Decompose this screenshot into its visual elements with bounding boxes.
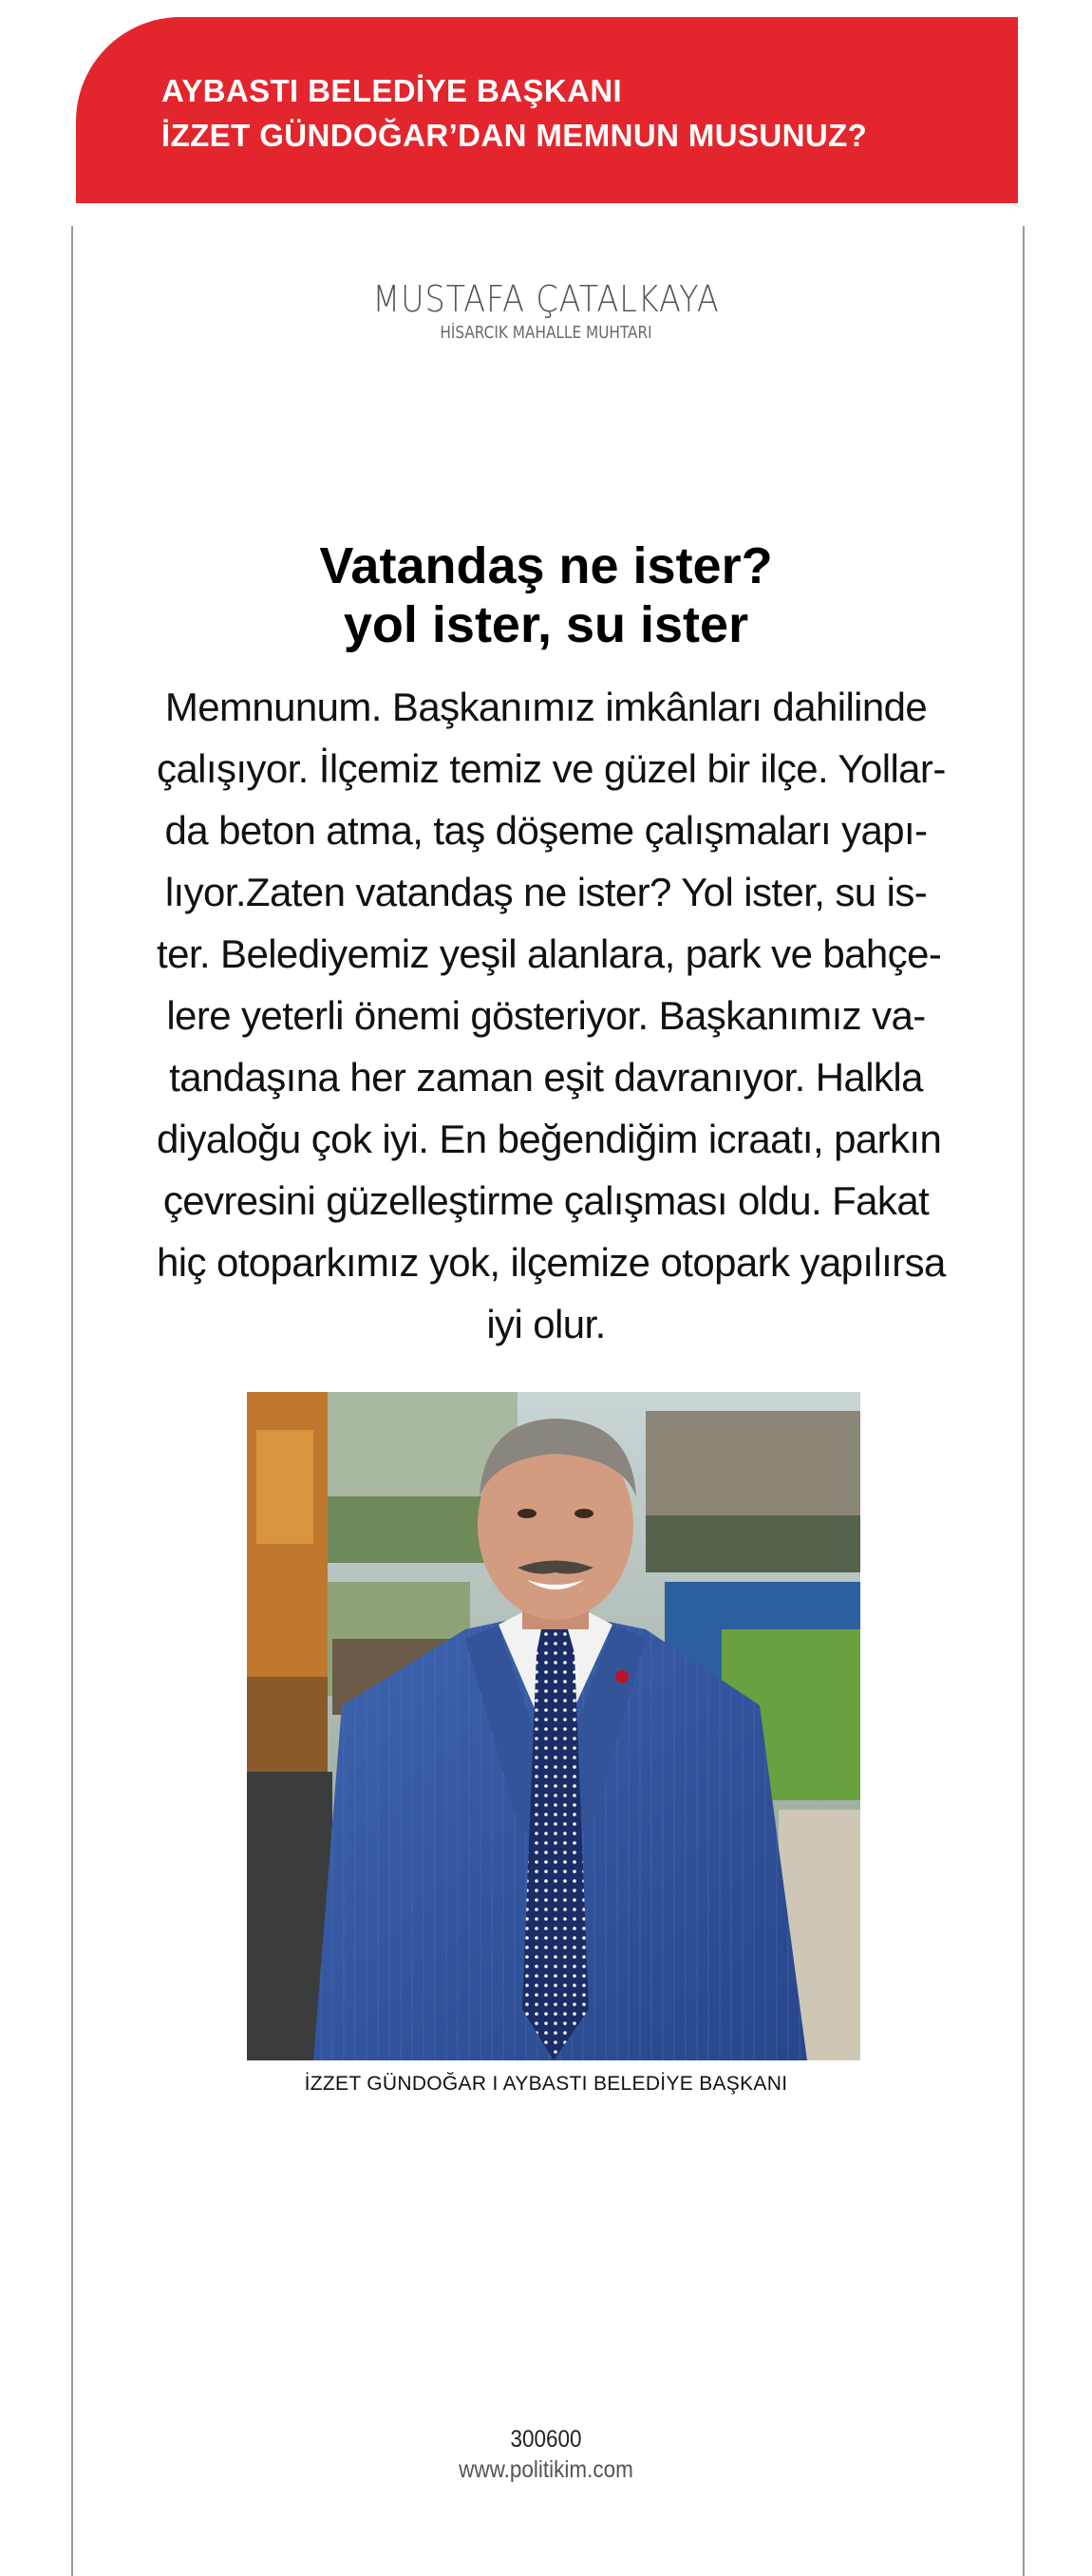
article-body xyxy=(157,676,946,1355)
body-line: Memnunum. Başkanımız imkânları dahilinde xyxy=(164,685,928,729)
body-line: lere yeterli önemi gösteriyor. Başkanımız va- xyxy=(166,993,926,1038)
headline-line-2: yol ister, su ister xyxy=(343,596,749,653)
body-line: çalışıyor. İlçemiz temiz ve güzel bir ilçe. Yollar- xyxy=(157,746,946,791)
body-line: çevresini güzelleştirme çalışması oldu. Fakat xyxy=(162,1178,930,1223)
footer-number: 300600 xyxy=(510,2426,582,2453)
body-line: iyi olur. xyxy=(486,1302,606,1346)
footer-website-link[interactable]: www.politikim.com xyxy=(459,2456,633,2483)
portrait-photo xyxy=(247,1392,860,2060)
footer xyxy=(0,2424,1092,2485)
author-name: MUSTAFA ÇATALKAYA xyxy=(372,278,720,320)
header-title-line-2: İZZET GÜNDOĞAR’DAN MEMNUN MUSUNUZ? xyxy=(161,118,868,153)
body-line: hiç otoparkımız yok, ilçemize otopark yapılırsa xyxy=(157,1240,946,1285)
body-line: diyaloğu çok iyi. En beğendiğim icraatı, parkın xyxy=(157,1117,942,1161)
photo-caption: İZZET GÜNDOĞAR I AYBASTI BELEDİYE BAŞKANI xyxy=(304,2073,788,2095)
article-headline xyxy=(0,536,1092,654)
header-title-line-1: AYBASTI BELEDİYE BAŞKANI xyxy=(161,73,623,108)
body-line: da beton atma, taş döşeme çalışmaları yapı- xyxy=(164,808,928,853)
body-line: lıyor.Zaten vatandaş ne ister? Yol ister, su is- xyxy=(164,870,928,914)
author-title: HİSARCIK MAHALLE MUHTARI xyxy=(440,323,652,343)
body-line: tandaşına her zaman eşit davranıyor. Halkla xyxy=(169,1055,923,1100)
headline-line-1: Vatandaş ne ister? xyxy=(319,537,773,594)
header-banner xyxy=(76,17,1018,203)
body-line: ter. Belediyemiz yeşil alanlara, park ve bahçe- xyxy=(157,931,942,976)
author-block xyxy=(0,277,1092,343)
